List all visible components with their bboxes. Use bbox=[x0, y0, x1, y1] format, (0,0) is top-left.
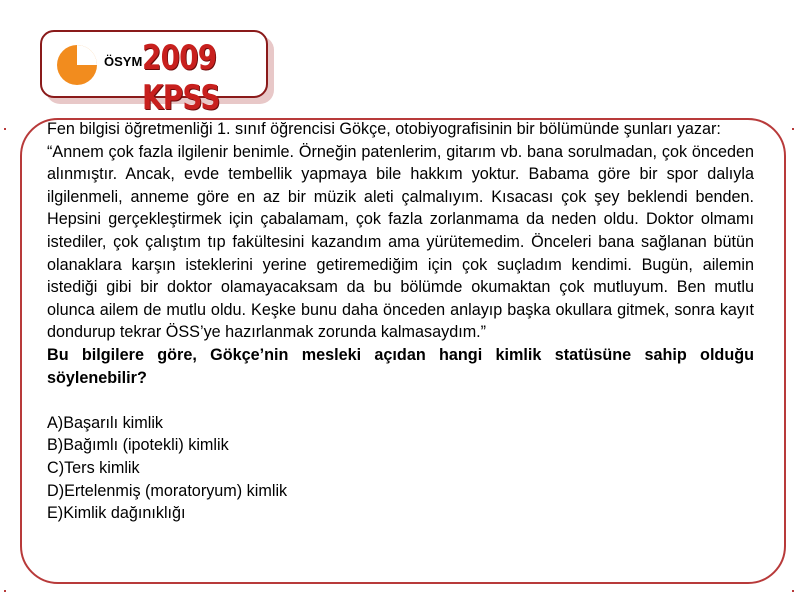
option-b[interactable]: B)Bağımlı (ipotekli) kimlik bbox=[47, 436, 229, 455]
frame-dot bbox=[792, 590, 794, 592]
spacer bbox=[47, 389, 754, 412]
option-a[interactable]: A)Başarılı kimlik bbox=[47, 413, 164, 432]
option-e[interactable]: E)Kimlik dağınıklığı bbox=[47, 504, 186, 523]
osym-circle-icon bbox=[56, 44, 98, 86]
option-c[interactable]: C)Ters kimlik bbox=[47, 458, 140, 477]
logo-title: 2009 KPSS bbox=[142, 38, 220, 118]
question-intro: Fen bilgisi öğretmenliği 1. sınıf öğrencisi Gökçe, otobiyografisinin bir bölümünde şunları yazar: bbox=[47, 120, 721, 138]
osym-logo bbox=[40, 30, 268, 118]
frame-dot bbox=[4, 128, 6, 130]
question-prompt: Bu bilgilere göre, Gökçe’nin mesleki açıdan hangi kimlik statüsüne sahip olduğu söylenebilir? bbox=[47, 345, 754, 387]
question-quote: “Annem çok fazla ilgilenir benimle. Örneğin patenlerim, gitarım vb. bana sorulmadan, çok önceden alınmıştır. Ancak, evde tembellik yapmaya bile hakkım yoktur. Babama göre bir spor dalıyla ilgilenmeli, anneme göre en az bir müzik aleti çalmalıyım. Kısacası çok şey beklendi benden. Hepsini gerçekleştirmek için çabalamam, çok fazla zorlanmama da neden oldu. Doktor olmamı istediler, çok çalıştım tıp fakültesini kazandım ama yürütemedim. Önceleri bana sağlanan bütün olanaklara karşın isteklerini yerine getiremediğim için çok suçladım kendimi. Bugün, ailemin istediği gibi bir doktor olamayacaksam da bu bölümde okumaktan çok mutluyum. Ben mutlu olunca ailem de mutlu oldu. Keşke bunu daha önceden anlayıp başka okullara gitmek, sonra kayıt dondurup tekrar ÖSS’ye hazırlanmak zorunda kalmasaydım.” bbox=[47, 142, 754, 342]
frame-dot bbox=[4, 590, 6, 592]
frame-dot bbox=[792, 128, 794, 130]
question-content bbox=[47, 118, 754, 525]
option-d[interactable]: D)Ertelenmiş (moratoryum) kimlik bbox=[47, 481, 288, 500]
logo-brand: ÖSYM bbox=[104, 54, 143, 69]
